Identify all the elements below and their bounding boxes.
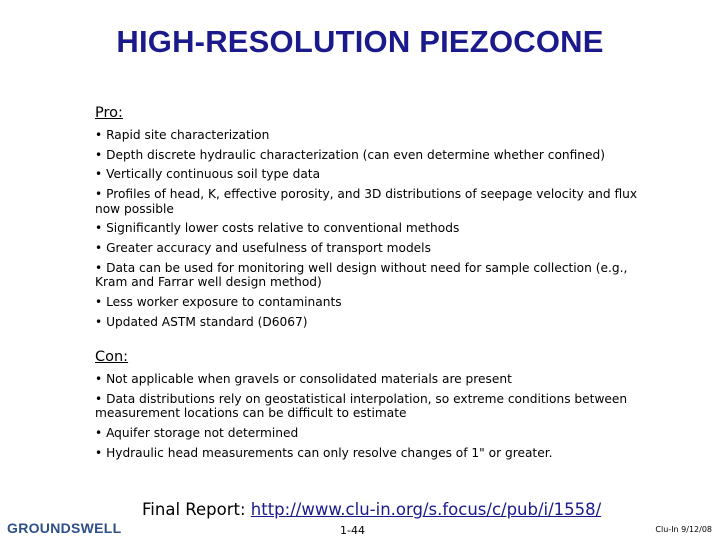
- con-item: • Not applicable when gravels or consolidated materials are present: [95, 372, 512, 386]
- pro-item: • Depth discrete hydraulic characterization (can even determine whether confined): [95, 147, 606, 162]
- pro-section: [95, 104, 655, 334]
- date-stamp: Clu-In 9/12/08: [655, 525, 712, 534]
- con-section: [95, 348, 655, 465]
- con-item: • Aquifer storage not determined: [95, 425, 299, 440]
- final-report-line: [142, 500, 601, 519]
- con-list: [95, 372, 655, 460]
- con-item: • Data distributions rely on geostatistical interpolation, so extreme conditions between measurement locations can be difficult to estimate: [95, 391, 628, 421]
- slide-title: HIGH-RESOLUTION PIEZOCONE: [116, 24, 604, 59]
- pro-item: • Rapid site characterization: [95, 128, 270, 142]
- pro-item: • Updated ASTM standard (D6067): [95, 314, 308, 329]
- groundswell-logo: GROUNDSWELL: [7, 520, 122, 536]
- con-heading: Con:: [95, 349, 129, 365]
- final-report-link[interactable]: http://www.clu-in.org/s.focus/c/pub/i/1558/: [250, 500, 602, 519]
- pro-heading: Pro:: [95, 105, 123, 121]
- pro-list: [95, 128, 655, 329]
- pro-item: • Less worker exposure to contaminants: [95, 294, 342, 309]
- pro-item: • Data can be used for monitoring well design without need for sample collection (e.g., Kram and Farrar well design method): [95, 260, 628, 290]
- pro-item: • Profiles of head, K, effective porosity, and 3D distributions of seepage velocity and flux now possible: [95, 187, 638, 216]
- pro-item: • Greater accuracy and usefulness of transport models: [95, 240, 431, 255]
- pro-item: • Vertically continuous soil type data: [95, 167, 321, 182]
- con-item: • Hydraulic head measurements can only resolve changes of 1" or greater.: [95, 445, 553, 460]
- pro-item: • Significantly lower costs relative to conventional methods: [95, 221, 460, 236]
- page-number: 1-44: [340, 524, 365, 537]
- final-report-label: Final Report:: [142, 500, 251, 519]
